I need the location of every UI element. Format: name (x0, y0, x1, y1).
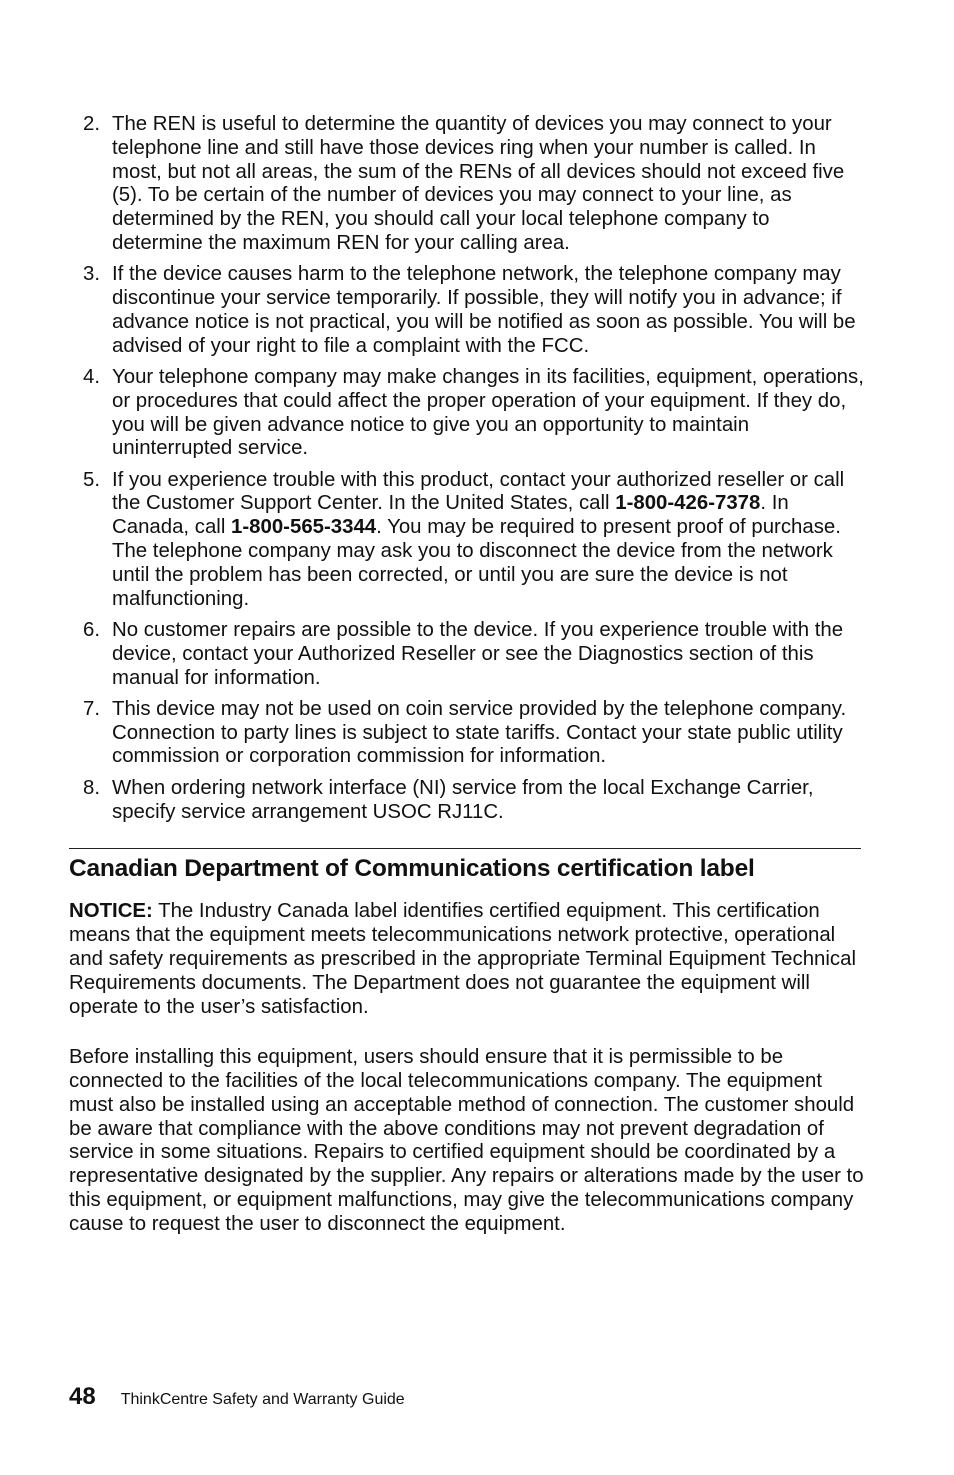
list-item-number: 2. (83, 113, 101, 135)
list-item-number: 7. (83, 697, 101, 720)
page-footer (69, 1383, 405, 1411)
list-item (69, 619, 864, 690)
page-number: 48 (69, 1383, 96, 1410)
list-item (69, 469, 864, 612)
list-item-text: The REN is useful to determine the quantity of devices you may connect to your telephone line and still have those devices ring when your number is called. In most, but not all areas, the sum of the RENs of all devices should not exceed five (5). To be certain of the number of devices you may connect to your line, as determined by the REN, you should call your local telephone company to determine the maximum REN for your calling area. (112, 113, 845, 254)
list-item-text: If the device causes harm to the telephone network, the telephone company may discontinue your service temporarily. If possible, they will notify you in advance; if advance notice is not practical, you will be notified as soon as possible. You will be advised of your right to file a complaint with the FCC. (112, 263, 856, 357)
notice-text: The Industry Canada label identifies certified equipment. This certification means that the equipment meets telecommunications network protective, operational and safety requirements as prescribed in the appropriate Terminal Equipment Technical Requirements documents. The Department does not guarantee the equipment will operate to the user’s satisfaction. (69, 900, 856, 1018)
list-item-text: When ordering network interface (NI) service from the local Exchange Carrier, specify service arrangement USOC RJ11C. (112, 776, 814, 823)
installation-paragraph: Before installing this equipment, users should ensure that it is permissible to be connected to the facilities of the local telecommunications company. The equipment must also be installed using an acceptable method of connection. The customer should be aware that compliance with the above conditions may not prevent degradation of service in some situations. Repairs to certified equipment should be coordinated by a representative designated by the supplier. Any repairs or alterations made by the user to this equipment, or equipment malfunctions, may give the telecommunications company cause to request the user to disconnect the equipment. (69, 1046, 864, 1235)
section-title: Canadian Department of Communications certification label (69, 855, 755, 883)
list-item-number: 6. (83, 618, 101, 641)
list-item (69, 698, 864, 769)
list-item-number: 3. (83, 263, 101, 286)
section-divider (69, 848, 861, 849)
numbered-list (69, 113, 864, 824)
list-item (69, 113, 864, 256)
list-item-text-b: . In Canada, call (112, 492, 789, 539)
list-item-number: 4. (83, 365, 101, 388)
list-item-text: Your telephone company may make changes in its facilities, equipment, operations, or procedures that could affect the proper operation of your equipment. If they do, you will be given advance notice to give you an opportunity to maintain uninterrupted service. (112, 365, 864, 460)
page-content (69, 113, 864, 1237)
phone-number-canada: 1-800-565-3344 (231, 516, 377, 539)
list-item-number: 8. (83, 776, 101, 799)
list-item (69, 263, 864, 358)
phone-number-us: 1-800-426-7378 (615, 492, 761, 515)
notice-paragraph (69, 900, 864, 1019)
list-item (69, 777, 864, 825)
list-item (69, 366, 864, 461)
list-item-text: This device may not be used on coin service provided by the telephone company. Connection to party lines is subject to state tariffs. Contact your state public utility commission or corporation commission for information. (112, 697, 847, 768)
notice-label: NOTICE: (69, 900, 153, 923)
list-item-number: 5. (83, 468, 101, 491)
guide-title: ThinkCentre Safety and Warranty Guide (120, 1391, 405, 1408)
list-item-text-a: If you experience trouble with this product, contact your authorized reseller or call the Customer Support Center. In the United States, call (112, 468, 845, 515)
list-item-text: No customer repairs are possible to the device. If you experience trouble with the device, contact your Authorized Reseller or see the Diagnostics section of this manual for information. (112, 618, 844, 689)
list-item-text-c: . You may be required to present proof of purchase. The telephone company may ask you to disconnect the device from the network until the problem has been corrected, or until you are sure the device is not malfunctioning. (112, 516, 841, 610)
